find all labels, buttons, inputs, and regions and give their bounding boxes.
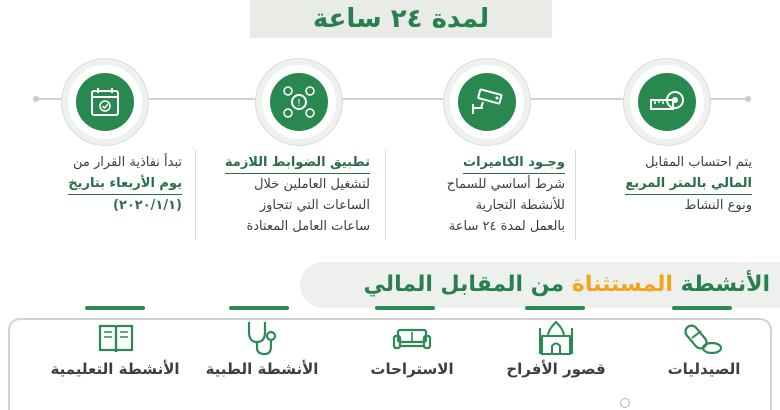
book-icon [96,318,136,358]
timeline-dot [745,96,751,102]
feature-text-cameras [395,152,565,237]
feature-line-bold: يوم الأربعاء بتاريخ [12,173,182,195]
feature-line: يتم احتساب المقابل [645,155,752,170]
feature-circle-calendar [62,59,148,145]
feature-line: ونوع النشاط [684,198,752,213]
feature-text-pricing [582,152,752,216]
feature-line-bold: (٢٠٢٠/١/١) [112,198,182,213]
divider [575,150,576,240]
feature-line-bold: تطبيق الضوابط اللازمة [200,152,370,174]
category-tab-marker [229,306,289,310]
category-label: الأنشطة الطبية [205,360,319,378]
tape-measure-icon [649,84,685,120]
exempt-title-part3: من المقابل المالي [363,272,565,297]
feature-circle-controls [256,59,342,145]
feature-line: لتشغيل العاملين خلال [254,177,370,192]
category-tab-marker [525,306,585,310]
feature-line: شرط أساسي للسماح [446,177,565,192]
category-label: الاستراحات [370,360,454,378]
exempt-title-part1: الأنشطة [680,272,770,297]
pills-icon [684,318,724,358]
feature-line: تبدأ نفاذية القرار من [73,155,182,170]
exempt-title [330,268,770,302]
feature-text-date [12,152,182,216]
feature-circle-camera [444,59,530,145]
feature-line: للأنشطة التجارية [475,198,565,213]
stethoscope-icon [241,318,281,358]
palace-icon [536,318,576,358]
calendar-icon [87,84,123,120]
divider [195,150,196,240]
category-label: الأنشطة التعليمية [50,360,180,378]
category-label: قصور الأفراح [506,360,606,378]
divider [385,150,386,240]
exempt-title-highlight: المستثناة [571,272,673,297]
watermark-icon [620,398,630,408]
category-label: الصيدليات [667,360,741,378]
feature-text-controls [200,152,370,237]
security-camera-icon [469,84,505,120]
feature-line: بالعمل لمدة ٢٤ ساعة [448,219,565,234]
controls-gears-icon [281,84,317,120]
feature-line: الساعات التي تتجاوز [259,198,370,213]
page-title: لمدة ٢٤ ساعة [312,4,490,34]
timeline-dot [33,96,39,102]
feature-circle-tape [624,59,710,145]
feature-line-bold: المالي بالمتر المربع [582,173,752,195]
sofa-icon [392,318,432,358]
svg-text:!: ! [296,98,302,109]
category-tab-marker [85,306,145,310]
feature-line-bold: وجـود الكاميرات [395,152,565,174]
category-tab-marker [375,306,435,310]
category-tab-marker [672,306,732,310]
feature-line: ساعات العامل المعتادة [246,219,370,234]
